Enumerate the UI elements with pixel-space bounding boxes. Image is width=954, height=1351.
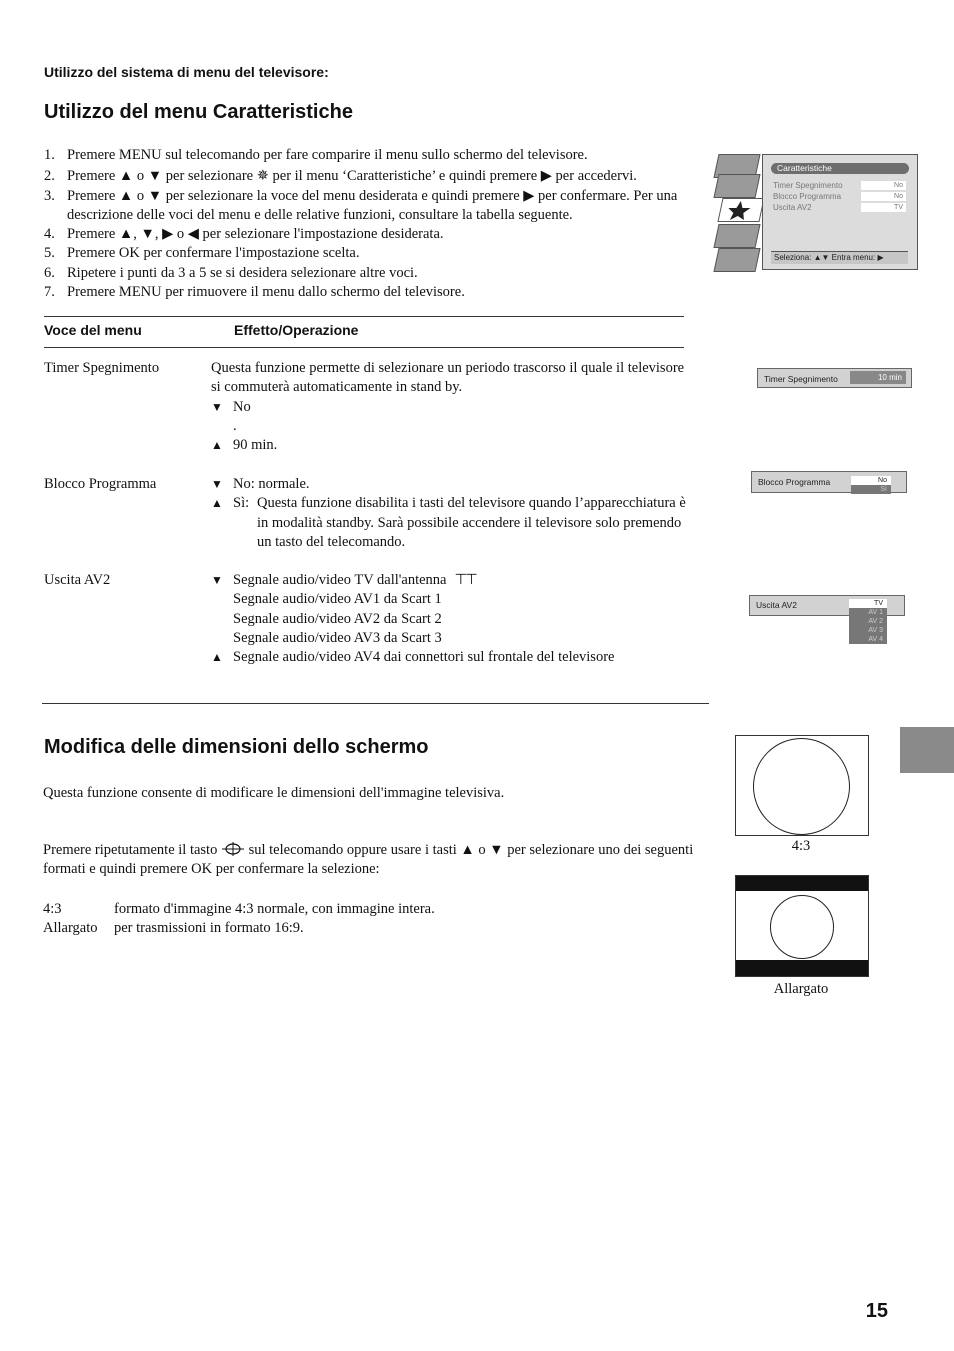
- caption-wide: Allargato: [773, 981, 829, 997]
- osd-menu-illustration: [716, 154, 918, 270]
- osd-uscita-bar: Uscita AV2 TV AV 1 AV 2 AV 3 AV 4: [749, 595, 905, 616]
- osd-title: Caratteristiche: [771, 163, 909, 174]
- effect-uscita: ▼ Segnale audio/video TV dall'antenna ⊤⊤ Segnale audio/video AV1 da Scart 1 Segnale audio/video AV2 da Scart 2 Segnale audio/video AV3 da Scart 3 ▲ Segnale audio/video AV4 dai connettori sul frontale del televisore: [211, 572, 615, 666]
- screen-wide-illustration: [735, 875, 869, 977]
- list-item: 6. Ripetere i punti da 3 a 5 se si desidera selezionare altre voci.: [44, 264, 418, 281]
- circle-shape: [770, 895, 834, 959]
- effect-blocco: ▼ No: normale. ▲ Sì: Questa funzione disabilita i tasti del televisore quando l’apparecchiatura è in modalità standby. Sarà possibile accendere il televisore solo premendo un tasto del telecomando.: [211, 476, 686, 550]
- osd-uscita-options: TV AV 1 AV 2 AV 3 AV 4: [849, 599, 887, 644]
- list-item: 7. Premere MENU per rimuovere il menu dallo schermo del televisore.: [44, 284, 465, 301]
- screen-43-illustration: [735, 735, 869, 836]
- osd-footer: Seleziona: ▲▼ Entra menu: ▶: [771, 251, 908, 264]
- osd-item: Blocco Programma: [773, 192, 842, 201]
- sound-icon: [713, 174, 760, 198]
- list-item: 3. Premere ▲ o ▼ per selezionare la voce del menu desiderata e quindi premere ▶ per confermare. Per una descrizione delle voci del menu e delle relative funzioni, consultare la tabella seguente.: [44, 187, 678, 223]
- osd-value: No: [861, 192, 906, 201]
- osd-item: Uscita AV2: [773, 203, 812, 212]
- list-item: 1. Premere MENU sul telecomando per fare comparire il menu sullo schermo del televisore.: [44, 147, 588, 163]
- osd-value: No: [861, 181, 906, 190]
- section-subtitle: Utilizzo del sistema di menu del televisore:: [44, 64, 329, 80]
- list-item: 4:3 formato d'immagine 4:3 normale, con immagine intera.: [43, 901, 435, 917]
- list-item: 4. Premere ▲, ▼, ▶ o ◀ per selezionare l'impostazione desiderata.: [44, 226, 444, 243]
- section-divider: [42, 703, 709, 704]
- list-item: 2. Premere ▲ o ▼ per selezionare ✵ per il menu ‘Caratteristiche’ e quindi premere ▶ per accedervi.: [44, 168, 637, 185]
- page-number: 15: [865, 1300, 888, 1322]
- effect-timer: Questa funzione permette di selezionare un periodo trascorso il quale il televisore si commuterà automaticamente in stand by. ▼ No . ▲ 90 min.: [211, 360, 685, 454]
- letterbox-top: [736, 876, 868, 891]
- osd-timer-value: 10 min: [850, 371, 906, 384]
- preset-icon: [713, 248, 760, 272]
- item-uscita: Uscita AV2: [44, 572, 111, 588]
- antenna-icon: ⊤⊤: [454, 572, 476, 588]
- caption-43: 4:3: [791, 838, 811, 854]
- setup-icon: [713, 224, 760, 248]
- section2-instructions: Premere ripetutamente il tasto sul telecomando oppure usare i tasti ▲ o ▼ per selezionare uno dei seguenti formati e quindi premere OK per confermare la selezione:: [43, 842, 694, 878]
- osd-blocco-bar: Blocco Programma No Sì: [751, 471, 907, 493]
- osd-panel: [762, 154, 918, 270]
- section1-title: Utilizzo del menu Caratteristiche: [44, 101, 353, 123]
- letterbox-bottom: [736, 960, 868, 976]
- osd-timer-bar: Timer Spegnimento 10 min: [757, 368, 912, 388]
- screen-format-icon: [221, 842, 245, 856]
- column-header-effect: Effetto/Operazione: [234, 322, 359, 338]
- osd-blocco-options: No Sì: [851, 476, 891, 494]
- list-item: 5. Premere OK per confermare l'impostazione scelta.: [44, 245, 360, 262]
- column-header-item: Voce del menu: [44, 322, 142, 338]
- osd-value: TV: [861, 203, 906, 212]
- section2-title: Modifica delle dimensioni dello schermo: [44, 736, 429, 758]
- list-item: Allargato per trasmissioni in formato 16:9.: [43, 920, 304, 937]
- language-tab: [900, 727, 954, 773]
- osd-item: Timer Spegnimento: [773, 181, 843, 190]
- features-icon: [717, 198, 764, 222]
- steps-list: [44, 146, 708, 302]
- item-timer: Timer Spegnimento: [44, 360, 160, 376]
- circle-shape: [753, 738, 850, 835]
- table-header: [44, 316, 684, 348]
- format-list: [43, 900, 435, 939]
- item-blocco: Blocco Programma: [44, 476, 157, 492]
- section2-intro: Questa funzione consente di modificare le dimensioni dell'immagine televisiva.: [43, 785, 505, 801]
